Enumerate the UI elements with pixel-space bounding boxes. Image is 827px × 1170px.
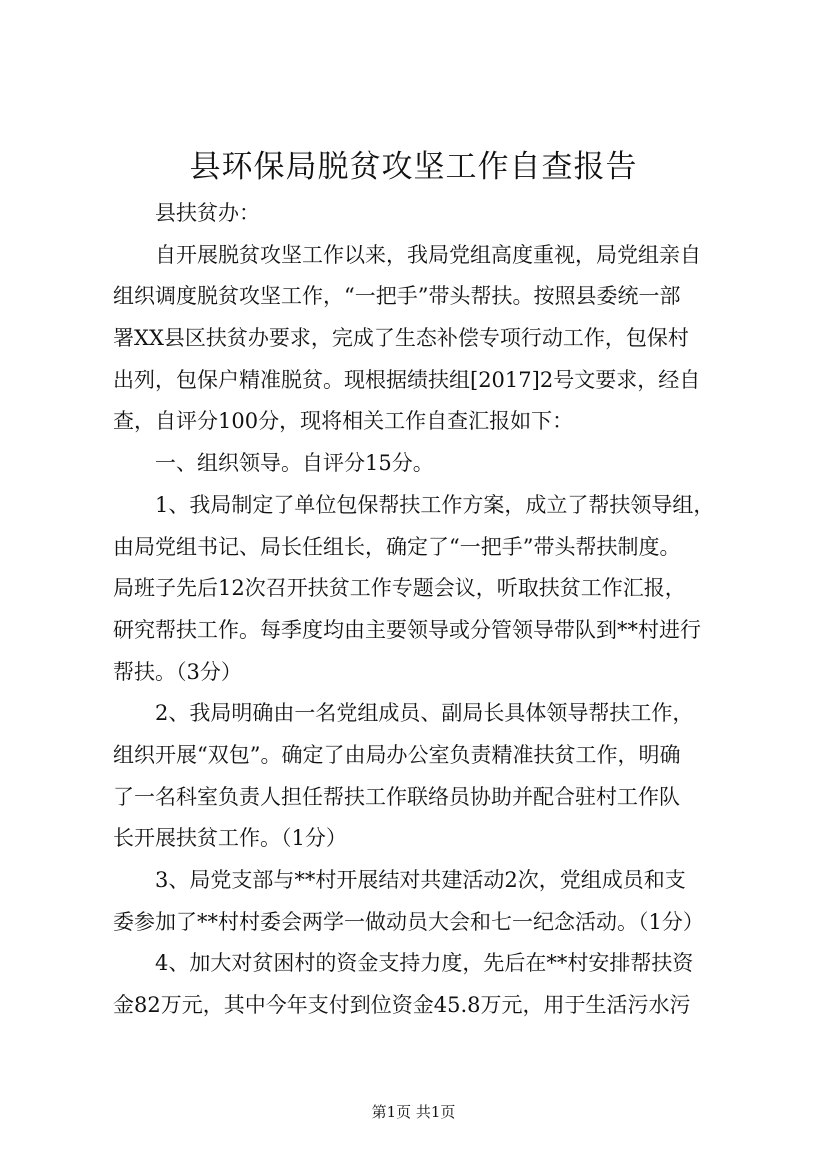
text-line: 研究帮扶工作。每季度均由主要领导或分管领导带队到**村进行 [113, 617, 701, 642]
text-line: 局班子先后12次召开扶贫工作专题会议，听取扶贫工作汇报， [113, 576, 686, 601]
text-line-salutation: 县扶贫办： [155, 201, 260, 225]
text-line: 4、加大对贫困村的资金支持力度，先后在**村安排帮扶资 [155, 951, 694, 976]
text-line: 金82万元，其中今年支付到位资金45.8万元，用于生活污水污 [113, 993, 691, 1018]
text-line: 了一名科室负责人担任帮扶工作联络员协助并配合驻村工作队 [113, 784, 680, 809]
page-footer: 第1页 共1页 [371, 1103, 456, 1121]
text-line: 署XX县区扶贫办要求，完成了生态补偿专项行动工作，包保村 [113, 326, 689, 351]
document-body [113, 193, 723, 1027]
text-line: 由局党组书记、局长任组长，确定了“一把手”带头帮扶制度。 [113, 534, 681, 559]
text-line: 2、我局明确由一名党组成员、副局长具体领导帮扶工作， [155, 701, 694, 726]
text-line: 出列，包保户精准脱贫。现根据绩扶组[2017]2号文要求，经自 [113, 367, 701, 392]
text-line: 长开展扶贫工作。（1分） [113, 826, 347, 851]
text-line: 组织调度脱贫攻坚工作，“一把手”带头帮扶。按照县委统一部 [113, 284, 681, 309]
text-line: 1、我局制定了单位包保帮扶工作方案，成立了帮扶领导组， [155, 492, 715, 517]
text-line: 查，自评分100分，现将相关工作自查汇报如下： [113, 409, 574, 434]
section-heading: 一、组织领导。自评分15分。 [155, 451, 434, 476]
text-line: 自开展脱贫攻坚工作以来，我局党组高度重视，局党组亲自 [155, 242, 701, 267]
document-title: 县环保局脱贫攻坚工作自查报告 [189, 149, 638, 185]
text-line: 委参加了**村村委会两学一做动员大会和七一纪念活动。（1分） [113, 909, 704, 934]
text-line: 帮扶。（3分） [113, 659, 242, 684]
text-line: 3、局党支部与**村开展结对共建活动2次，党组成员和支 [155, 868, 686, 892]
text-line: 组织开展“双包”。确定了由局办公室负责精准扶贫工作，明确 [113, 742, 681, 767]
